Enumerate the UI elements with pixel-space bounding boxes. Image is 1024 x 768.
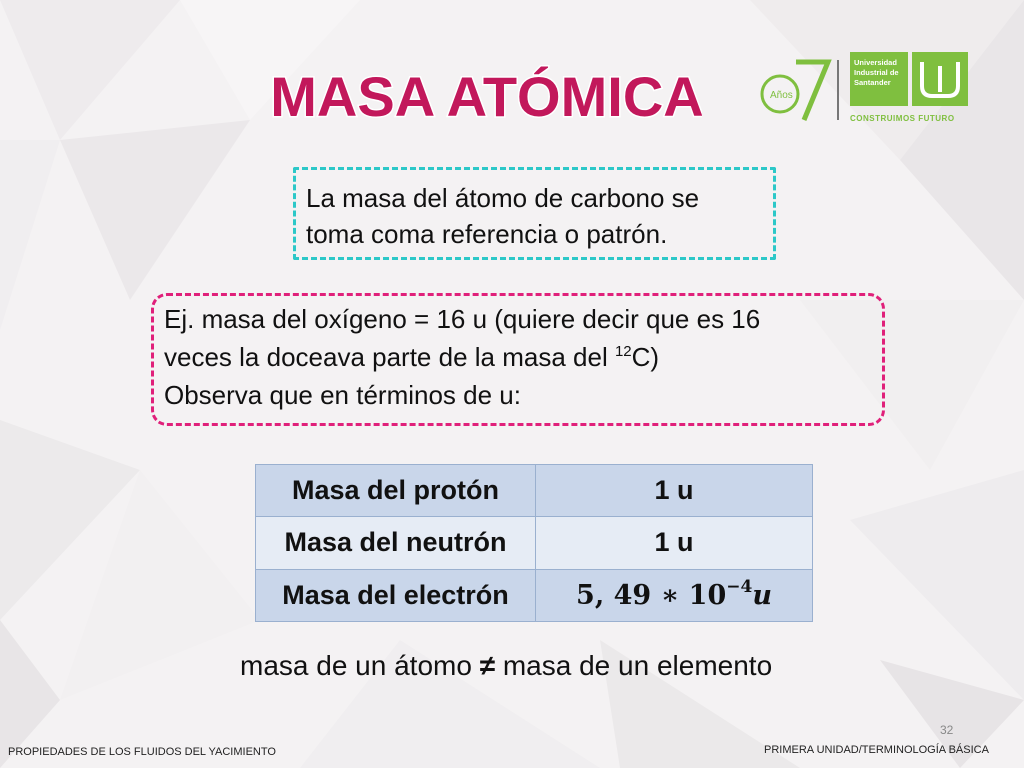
example-note-box (151, 293, 885, 426)
electron-mass-exponent: −4 (726, 576, 753, 597)
footer-unit-title: PRIMERA UNIDAD/TERMINOLOGÍA BÁSICA (764, 744, 989, 756)
example-line-2-prefix: veces la doceava parte de la masa del (164, 342, 615, 372)
reference-note-box (293, 167, 776, 260)
table-row (256, 569, 813, 621)
uis-logo (850, 52, 970, 128)
slide-title-text: MASA ATÓMICA (272, 65, 702, 128)
statement-left: masa de un átomo (240, 650, 480, 681)
uis-line-2: Industrial de (854, 68, 899, 77)
table-cell-label: Masa del electrón (256, 569, 536, 621)
example-line-3: Observa que en términos de u: (164, 380, 521, 410)
atom-vs-element-statement (240, 650, 840, 682)
uis-line-1: Universidad (854, 58, 897, 67)
uis-mark-icon (912, 52, 968, 106)
uis-slogan: CONSTRUIMOS FUTURO (850, 114, 955, 123)
example-line-2 (164, 338, 882, 376)
table-cell-label: Masa del protón (256, 465, 536, 517)
table-row (256, 465, 813, 517)
electron-mass-formula (576, 576, 772, 611)
particle-mass-table (255, 464, 813, 622)
table-cell-label: Masa del neutrón (256, 517, 536, 569)
logo-separator (837, 60, 839, 120)
reference-line-1: La masa del átomo de carbono se (306, 183, 700, 213)
not-equal-symbol: ≠ (479, 650, 496, 681)
electron-mass-mantissa: 5, 49 ∗ 10 (576, 579, 727, 611)
slide-title (272, 58, 702, 132)
statement-right: masa de un elemento (495, 650, 773, 681)
carbon-isotope-superscript: 12 (614, 343, 632, 360)
uis-line-3: Santander (854, 78, 891, 87)
example-line-2-suffix: C) (631, 342, 660, 372)
table-cell-value (536, 569, 813, 621)
table-row (256, 517, 813, 569)
logo-67-sub: Años (770, 90, 793, 101)
page-number: 32 (940, 723, 954, 737)
example-line-1: Ej. masa del oxígeno = 16 u (quiere decir que es 16 (164, 304, 761, 334)
anniversary-logo (756, 48, 836, 124)
reference-line-2: toma coma referencia o patrón. (306, 219, 668, 249)
table-cell-value: 1 u (536, 517, 813, 569)
footer-course-title: PROPIEDADES DE LOS FLUIDOS DEL YACIMIENTO (8, 746, 276, 758)
table-cell-value: 1 u (536, 465, 813, 517)
uis-name-block (850, 52, 908, 106)
electron-mass-unit: u (752, 579, 772, 611)
